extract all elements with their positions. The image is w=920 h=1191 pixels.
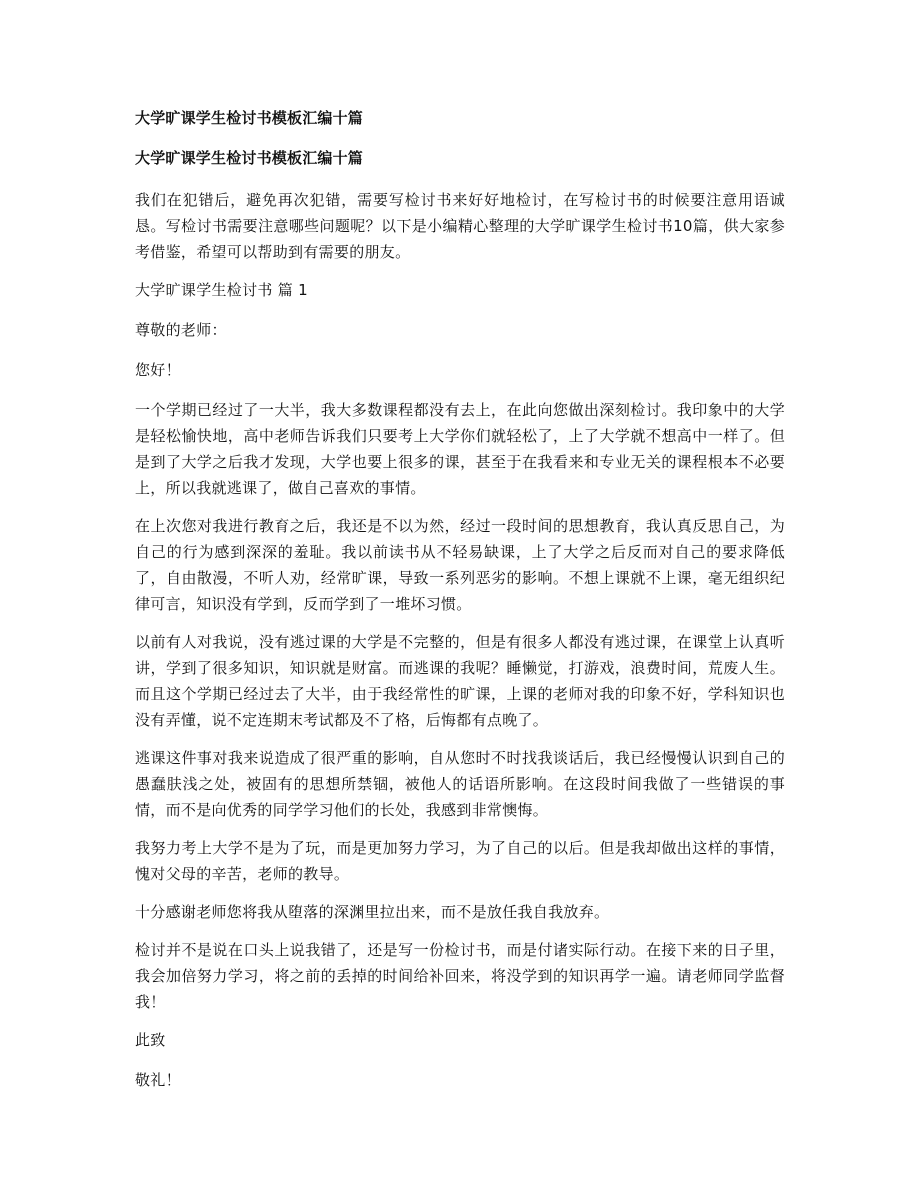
closing-line-1: 此致 (135, 1031, 166, 1049)
body-paragraph-4: 逃课这件事对我来说造成了很严重的影响，自从您时不时找我谈话后，我已经慢慢认识到自己的愚蠢肤浅之处，被固有的思想所禁锢，被他人的话语所影响。在这段时间我做了一些错误的事情，而不是向优秀的同学学习他们的长处，我感到非常懊悔。 (135, 749, 785, 819)
body-paragraph-3: 以前有人对我说，没有逃过课的大学是不完整的，但是有很多人都没有逃过课，在课堂上认真听讲，学到了很多知识，知识就是财富。而逃课的我呢？睡懒觉，打游戏，浪费时间，荒废人生。而且这个学期已经过去了大半，由于我经常性的旷课，上课的老师对我的印象不好，学科知识也没有弄懂，说不定连期末考试都及不了格，后悔都有点晚了。 (135, 633, 785, 729)
body-paragraph-1: 一个学期已经过了一大半，我大多数课程都没有去上，在此向您做出深刻检讨。我印象中的大学是轻松愉快地，高中老师告诉我们只要考上大学你们就轻松了，上了大学就不想高中一样了。但是到了大学之后我才发现，大学也要上很多的课，甚至于在我看来和专业无关的课程根本不必要上，所以我就逃课了，做自己喜欢的事情。 (135, 401, 785, 497)
intro-paragraph: 我们在犯错后，避免再次犯错，需要写检讨书来好好地检讨，在写检讨书的时候要注意用语诚恳。写检讨书需要注意哪些问题呢？以下是小编精心整理的大学旷课学生检讨书10篇，供大家参考借鉴，希望可以帮助到有需要的朋友。 (135, 191, 785, 261)
document-heading-1: 大学旷课学生检讨书模板汇编十篇 (135, 109, 364, 127)
document-heading-2: 大学旷课学生检讨书模板汇编十篇 (135, 149, 364, 167)
body-paragraph-7: 检讨并不是说在口头上说我错了，还是写一份检讨书，而是付诸实际行动。在接下来的日子里，我会加倍努力学习，将之前的丢掉的时间给补回来，将没学到的知识再学一遍。请老师同学监督我！ (135, 941, 785, 1011)
document-page (135, 107, 785, 1107)
greeting: 您好！ (135, 361, 181, 379)
body-paragraph-5: 我努力考上大学不是为了玩，而是更加努力学习，为了自己的以后。但是我却做出这样的事情，愧对父母的辛苦，老师的教导。 (135, 839, 785, 883)
body-paragraph-2: 在上次您对我进行教育之后，我还是不以为然，经过一段时间的思想教育，我认真反思自己，为自己的行为感到深深的羞耻。我以前读书从不轻易缺课，上了大学之后反而对自己的要求降低了，自由散漫，不听人劝，经常旷课，导致一系列恶劣的影响。不想上课就不上课，毫无组织纪律可言，知识没有学到，反而学到了一堆坏习惯。 (135, 517, 785, 613)
body-paragraph-6: 十分感谢老师您将我从堕落的深渊里拉出来，而不是放任我自我放弃。 (135, 903, 610, 921)
closing-line-2: 敬礼！ (135, 1071, 181, 1089)
section-title: 大学旷课学生检讨书 篇 1 (135, 281, 308, 299)
salutation: 尊敬的老师： (135, 321, 227, 339)
